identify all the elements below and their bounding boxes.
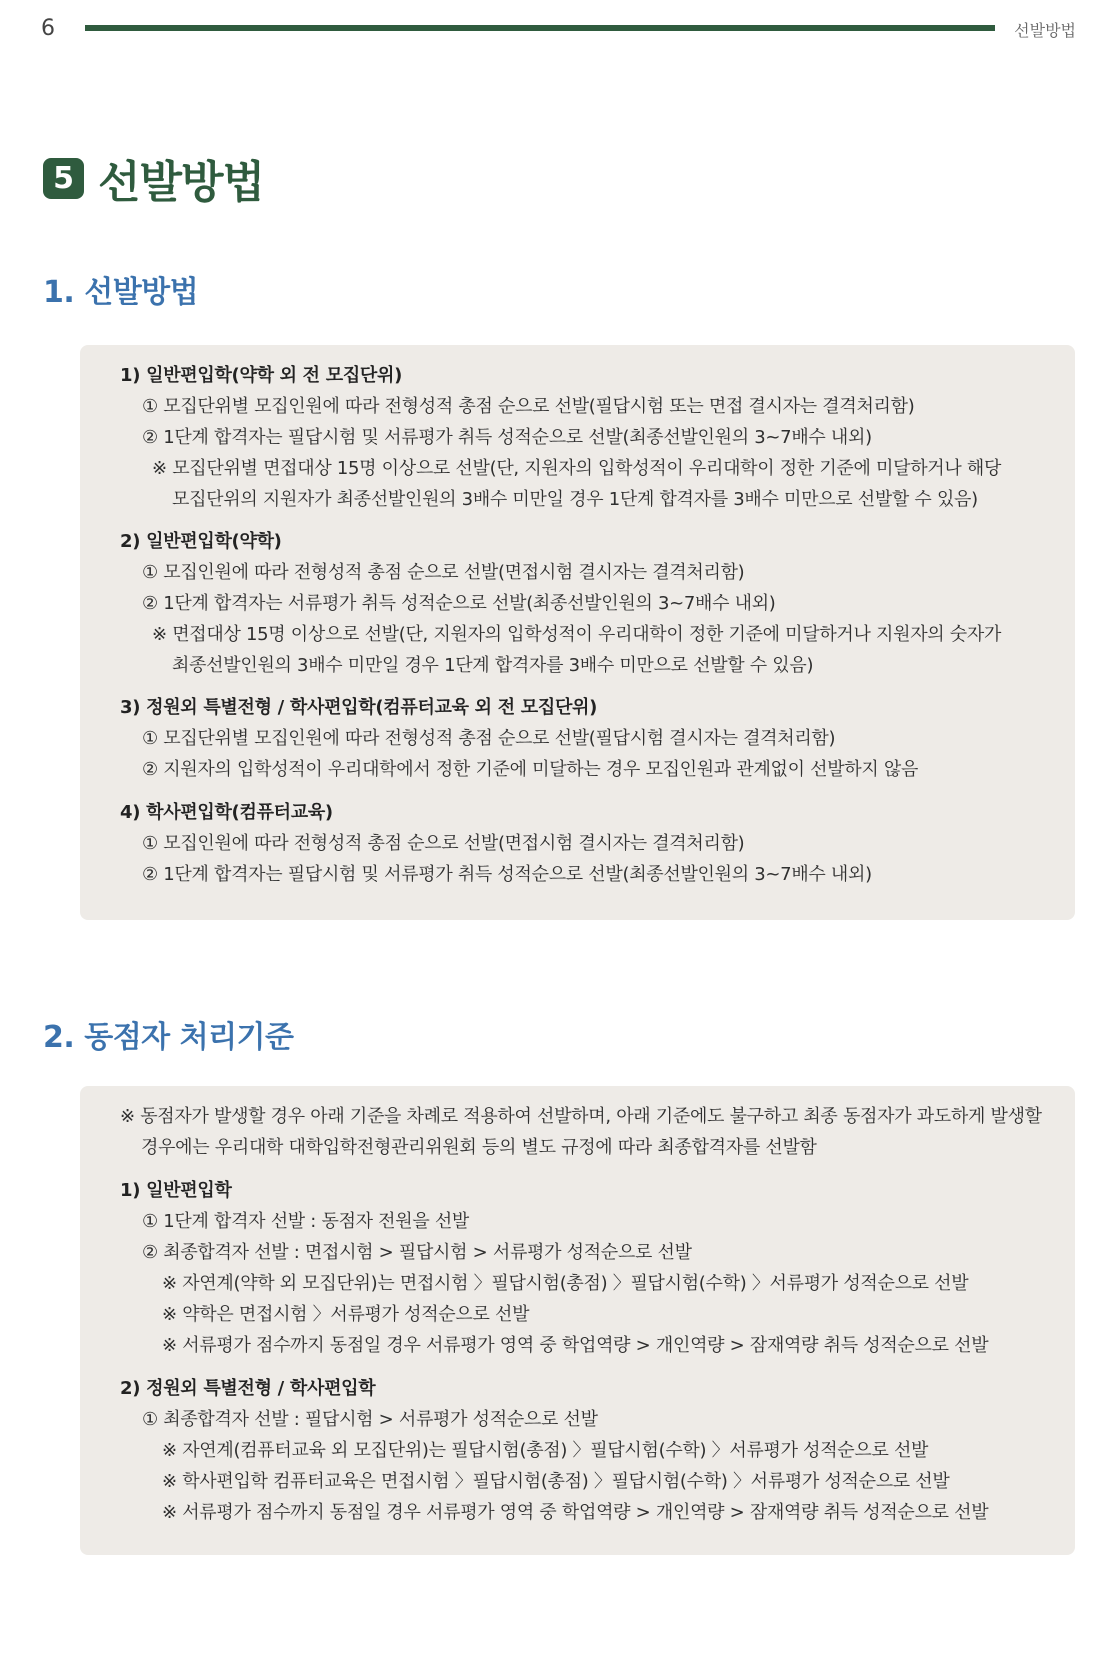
intro-note: ※ 동점자가 발생할 경우 아래 기준을 차례로 적용하여 선발하며, 아래 기준에도 불구하고 최종 동점자가 과도하게 발생할 bbox=[120, 1106, 1042, 1127]
note-item: ※ 약학은 면접시험 〉서류평가 성적순으로 선발 bbox=[162, 1304, 530, 1325]
note-item-continued: 모집단위의 지원자가 최종선발인원의 3배수 미만일 경우 1단계 합격자를 3배수 미만으로 선발할 수 있음) bbox=[172, 489, 978, 510]
group-title: 2) 일반편입학(약학) bbox=[120, 531, 282, 552]
group-title: 4) 학사편입학(컴퓨터교육) bbox=[120, 802, 333, 823]
list-item: ① 모집단위별 모집인원에 따라 전형성적 총점 순으로 선발(필답시험 또는 면접 결시자는 결격처리함) bbox=[142, 396, 915, 417]
note-item: ※ 자연계(약학 외 모집단위)는 면접시험 〉필답시험(총점) 〉필답시험(수학) 〉서류평가 성적순으로 선발 bbox=[162, 1273, 969, 1294]
note-item: ※ 모집단위별 면접대상 15명 이상으로 선발(단, 지원자의 입학성적이 우리대학이 정한 기준에 미달하거나 해당 bbox=[152, 458, 1002, 479]
group-title: 1) 일반편입학(약학 외 전 모집단위) bbox=[120, 365, 403, 386]
page-header bbox=[0, 14, 1098, 44]
list-item: ② 1단계 합격자는 서류평가 취득 성적순으로 선발(최종선발인원의 3~7배수 내외) bbox=[142, 593, 776, 614]
intro-note-continued: 경우에는 우리대학 대학입학전형관리위원회 등의 별도 규정에 따라 최종합격자를 선발함 bbox=[141, 1137, 817, 1158]
group-title: 2) 정원외 특별전형 / 학사편입학 bbox=[120, 1378, 376, 1399]
selection-method-box bbox=[80, 345, 1075, 920]
page-number: 6 bbox=[41, 16, 55, 41]
tie-break-box bbox=[80, 1086, 1075, 1555]
group-title: 3) 정원외 특별전형 / 학사편입학(컴퓨터교육 외 전 모집단위) bbox=[120, 697, 598, 718]
group-title: 1) 일반편입학 bbox=[120, 1180, 232, 1201]
list-item: ② 1단계 합격자는 필답시험 및 서류평가 취득 성적순으로 선발(최종선발인원의 3~7배수 내외) bbox=[142, 427, 872, 448]
section-heading bbox=[43, 153, 265, 208]
note-item: ※ 서류평가 점수까지 동점일 경우 서류평가 영역 중 학업역량 > 개인역량 > 잠재역량 취득 성적순으로 선발 bbox=[162, 1335, 989, 1356]
list-item: ① 모집인원에 따라 전형성적 총점 순으로 선발(면접시험 결시자는 결격처리함) bbox=[142, 562, 745, 583]
section-number-badge: 5 bbox=[43, 158, 84, 199]
header-section-label: 선발방법 bbox=[1014, 21, 1076, 40]
note-item-continued: 최종선발인원의 3배수 미만일 경우 1단계 합격자를 3배수 미만으로 선발할 수 있음) bbox=[172, 655, 814, 676]
list-item: ① 모집단위별 모집인원에 따라 전형성적 총점 순으로 선발(필답시험 결시자는 결격처리함) bbox=[142, 728, 836, 749]
subheading-selection-method: 1. 선발방법 bbox=[43, 275, 199, 310]
subheading-tie-break-criteria: 2. 동점자 처리기준 bbox=[43, 1020, 294, 1055]
list-item: ① 모집인원에 따라 전형성적 총점 순으로 선발(면접시험 결시자는 결격처리함) bbox=[142, 833, 745, 854]
header-rule bbox=[85, 25, 995, 31]
list-item: ① 최종합격자 선발 : 필답시험 > 서류평가 성적순으로 선발 bbox=[142, 1409, 598, 1430]
note-item: ※ 학사편입학 컴퓨터교육은 면접시험 〉필답시험(총점) 〉필답시험(수학) 〉서류평가 성적순으로 선발 bbox=[162, 1471, 950, 1492]
list-item: ② 지원자의 입학성적이 우리대학에서 정한 기준에 미달하는 경우 모집인원과 관계없이 선발하지 않음 bbox=[142, 759, 919, 780]
note-item: ※ 면접대상 15명 이상으로 선발(단, 지원자의 입학성적이 우리대학이 정한 기준에 미달하거나 지원자의 숫자가 bbox=[152, 624, 1002, 645]
note-item: ※ 자연계(컴퓨터교육 외 모집단위)는 필답시험(총점) 〉필답시험(수학) 〉서류평가 성적순으로 선발 bbox=[162, 1440, 929, 1461]
list-item: ② 1단계 합격자는 필답시험 및 서류평가 취득 성적순으로 선발(최종선발인원의 3~7배수 내외) bbox=[142, 864, 872, 885]
note-item: ※ 서류평가 점수까지 동점일 경우 서류평가 영역 중 학업역량 > 개인역량 > 잠재역량 취득 성적순으로 선발 bbox=[162, 1502, 989, 1523]
section-title: 선발방법 bbox=[98, 157, 265, 208]
list-item: ① 1단계 합격자 선발 : 동점자 전원을 선발 bbox=[142, 1211, 470, 1232]
list-item: ② 최종합격자 선발 : 면접시험 > 필답시험 > 서류평가 성적순으로 선발 bbox=[142, 1242, 692, 1263]
